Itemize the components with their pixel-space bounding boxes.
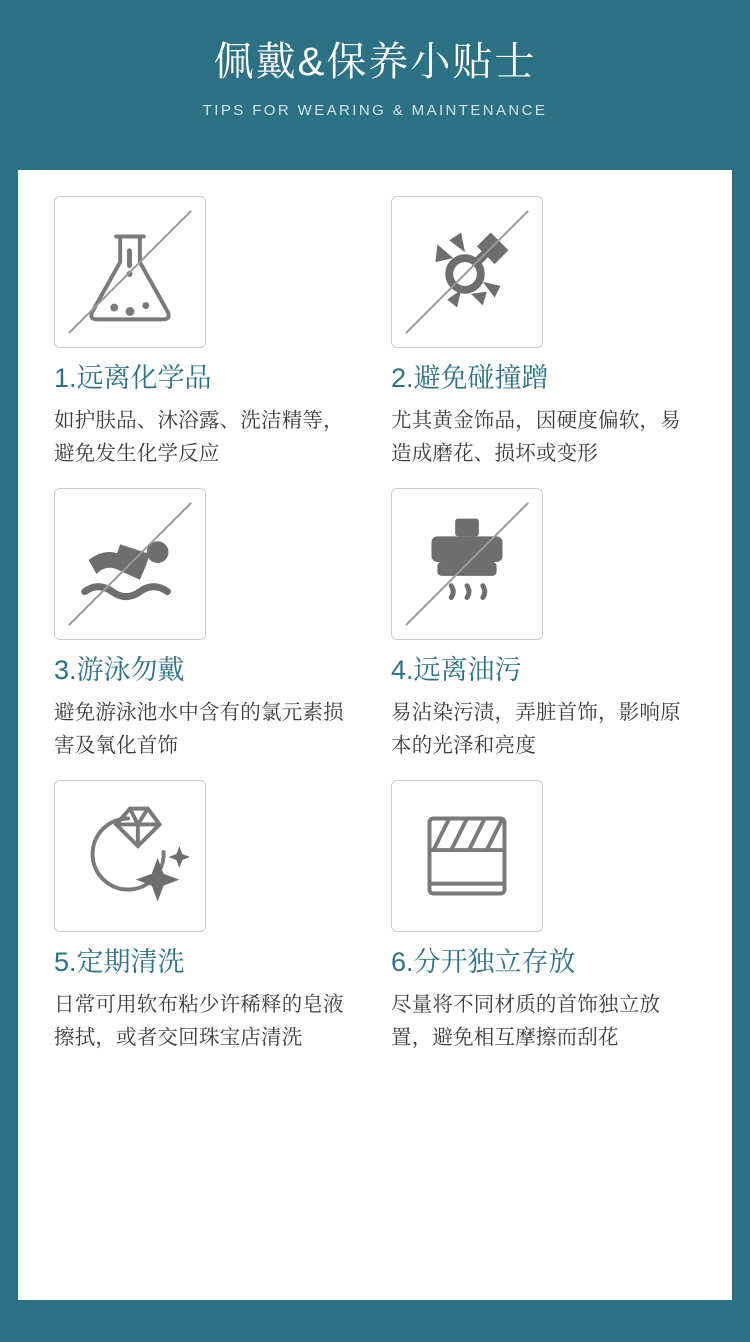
page-title: 佩戴&保养小贴士 — [213, 40, 537, 84]
page-subtitle: TIPS FOR WEARING & MAINTENANCE — [202, 102, 548, 119]
tip-item — [54, 196, 375, 470]
page-header — [0, 0, 750, 119]
tip-description: 尤其黄金饰品，因硬度偏软，易造成磨花、损坏或变形 — [391, 408, 681, 465]
tip-item — [54, 488, 375, 762]
tip-description: 如护肤品、沐浴露、洗洁精等，避免发生化学反应 — [54, 408, 344, 465]
tip-item — [375, 780, 696, 1054]
tips-card — [18, 170, 732, 1300]
flask-no-chemicals-icon — [54, 196, 206, 348]
tip-description: 易沾染污渍，弄脏首饰，影响原本的光泽和亮度 — [391, 700, 681, 758]
no-impact-collision-icon — [391, 196, 543, 348]
tip-title: 1.远离化学品 — [54, 363, 212, 393]
tip-item — [375, 196, 696, 470]
tip-description: 尽量将不同材质的首饰独立放置，避免相互摩擦而刮花 — [391, 993, 661, 1050]
tip-description: 避免游泳池水中含有的氯元素损害及氧化首饰 — [54, 700, 344, 758]
tip-title: 3.游泳勿戴 — [54, 655, 185, 686]
tip-title: 4.远离油污 — [391, 655, 522, 686]
tip-item — [375, 488, 696, 762]
tip-title: 2.避免碰撞蹭 — [391, 363, 549, 393]
no-cooking-fumes-icon — [391, 488, 543, 640]
tips-grid — [54, 196, 696, 1072]
tip-item — [54, 780, 375, 1054]
tip-title: 6.分开独立存放 — [391, 947, 576, 978]
tip-title: 5.定期清洗 — [54, 947, 185, 978]
no-swimming-icon — [54, 488, 206, 640]
ring-sparkle-clean-icon — [54, 780, 206, 932]
jewelry-box-storage-icon — [391, 780, 543, 932]
tip-description: 日常可用软布粘少许稀释的皂液擦拭，或者交回珠宝店清洗 — [54, 993, 344, 1050]
